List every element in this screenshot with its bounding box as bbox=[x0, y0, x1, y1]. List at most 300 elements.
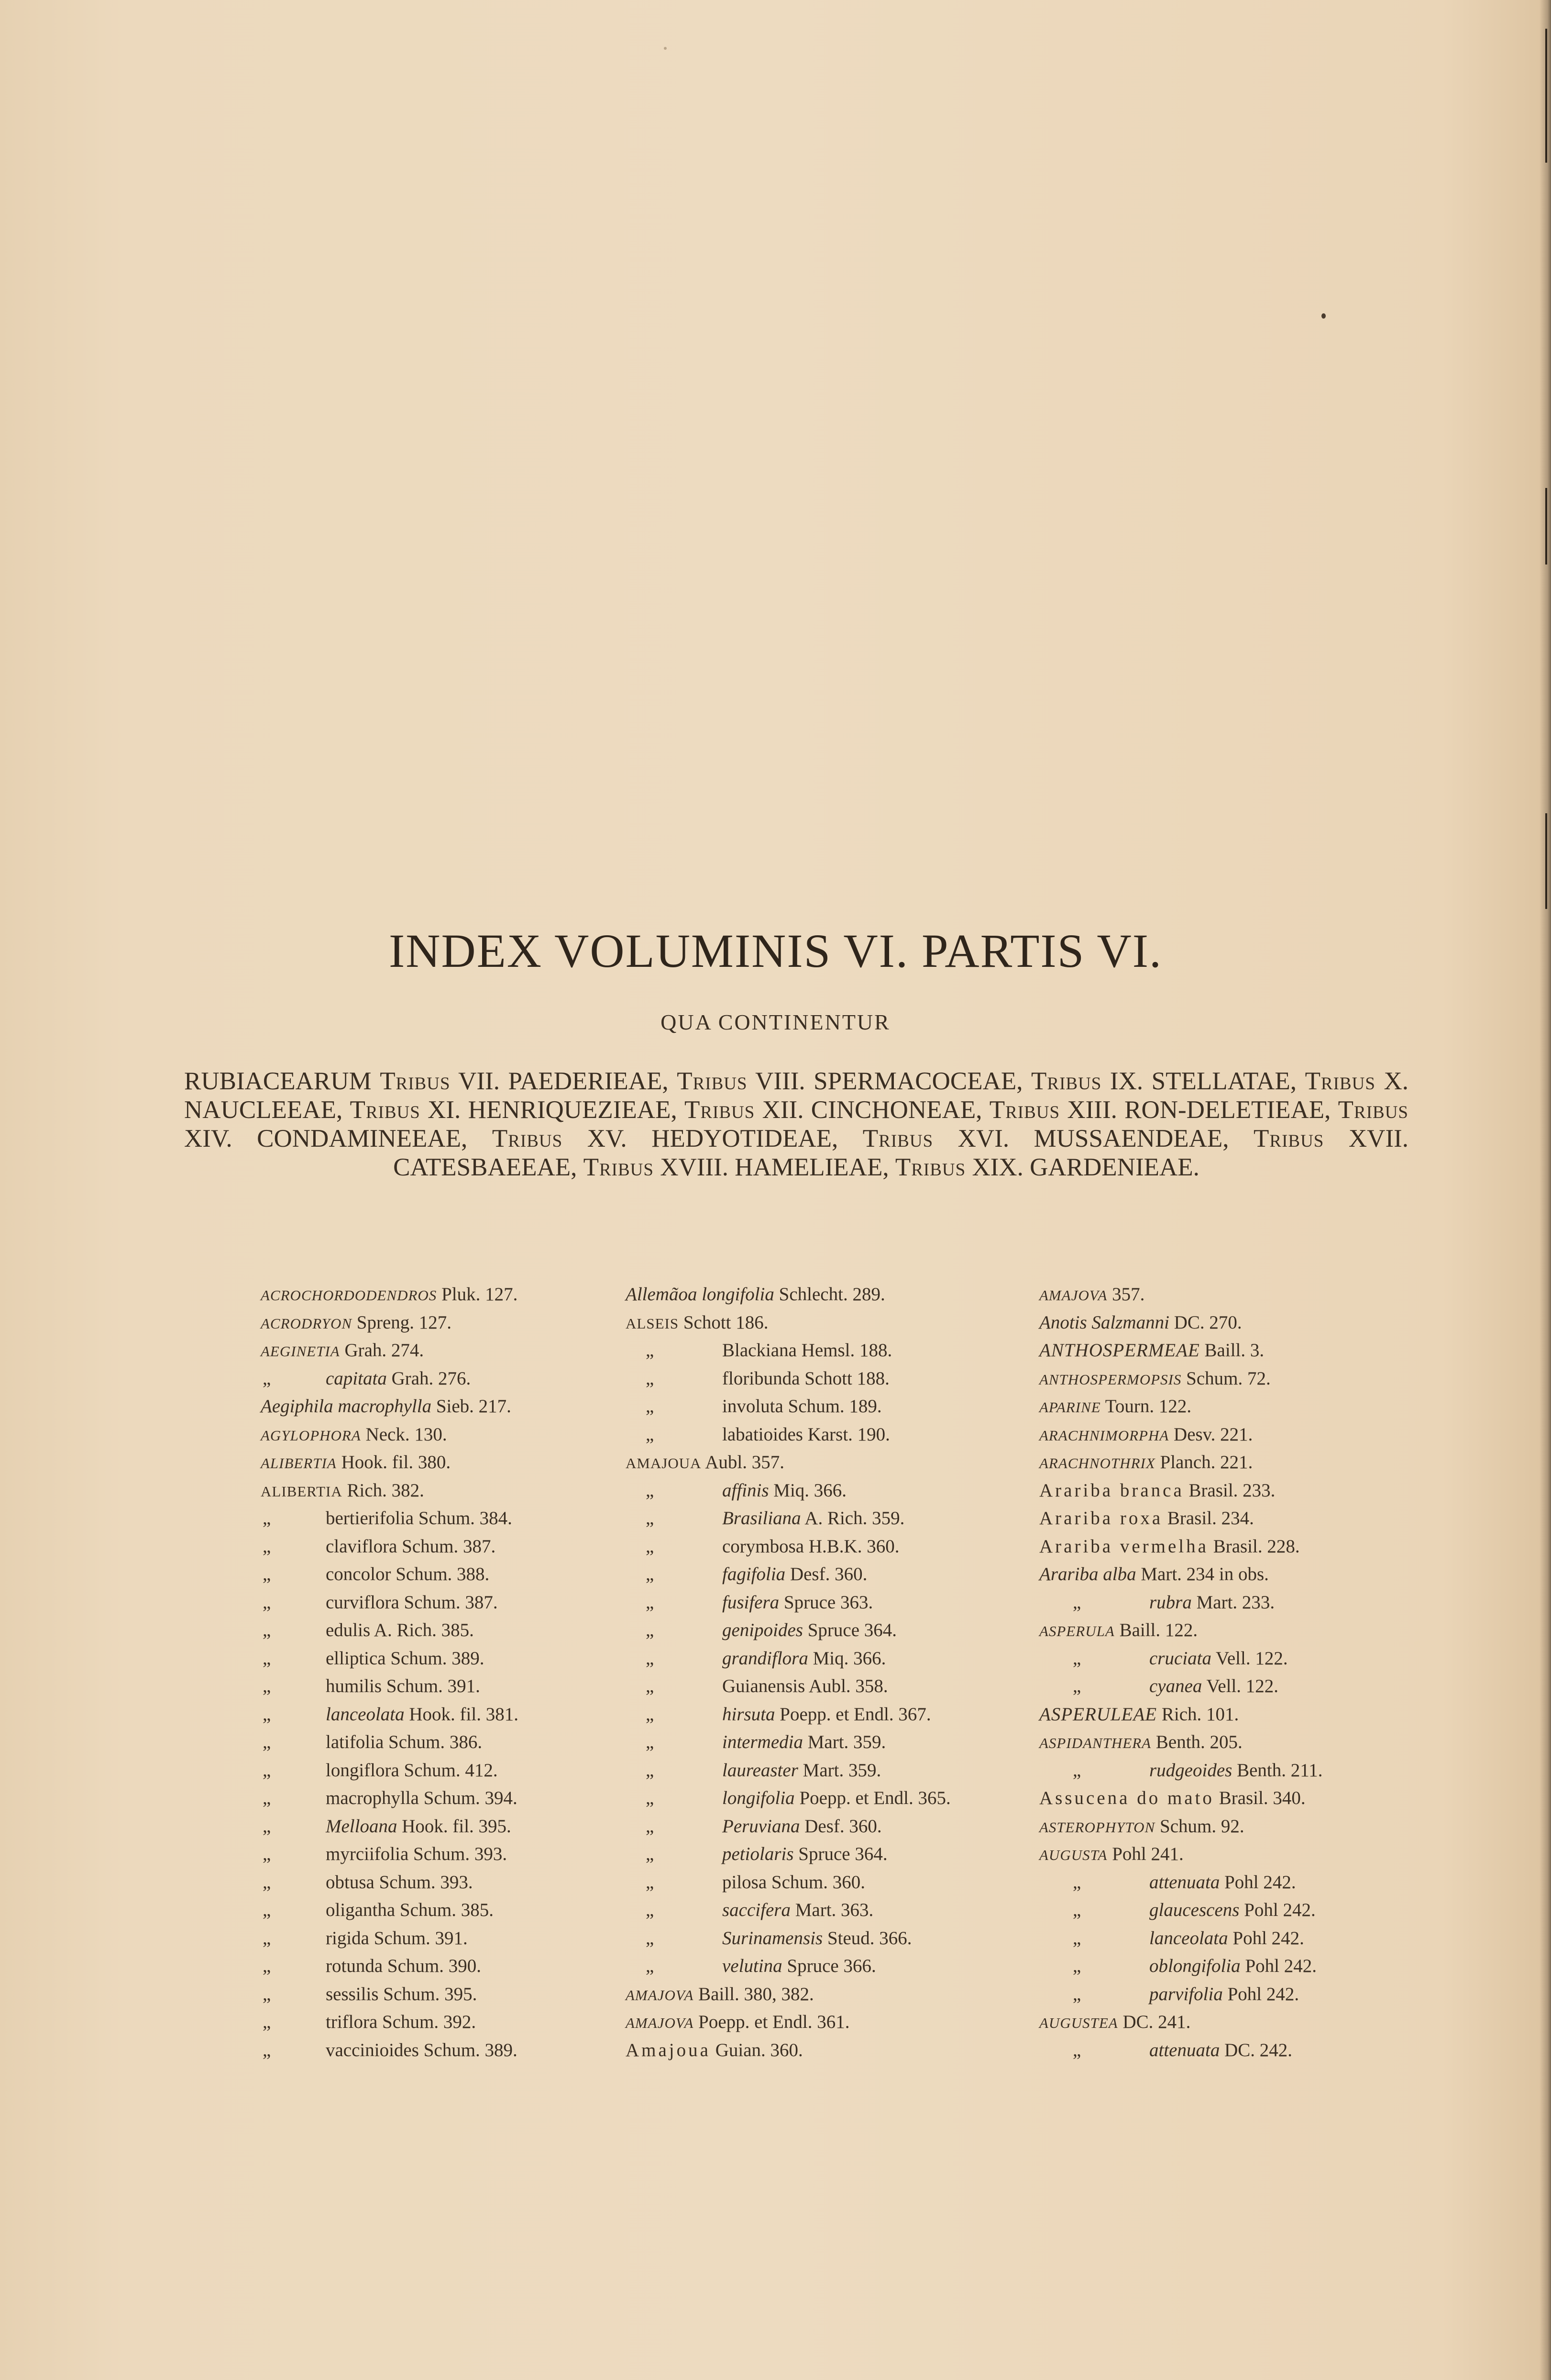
entry-authority: DC. 241. bbox=[1122, 2012, 1191, 2032]
index-entry bbox=[1039, 1813, 1470, 1841]
entry-name: ASPERULA bbox=[1039, 1623, 1115, 1639]
index-entry bbox=[626, 1533, 1056, 1561]
entry-name: hirsuta bbox=[722, 1704, 775, 1725]
entry-name: rubra bbox=[1149, 1592, 1192, 1613]
entry-name: involuta bbox=[722, 1396, 783, 1417]
index-entry bbox=[626, 1952, 1056, 1981]
ditto-mark: „ bbox=[263, 1927, 271, 1948]
entry-authority: Baill. 380, 382. bbox=[698, 1983, 814, 2004]
index-entry bbox=[1039, 1840, 1470, 1869]
entry-authority: Sieb. 217. bbox=[436, 1396, 511, 1417]
index-entry bbox=[626, 1309, 1056, 1337]
index-entry bbox=[1039, 1672, 1470, 1701]
entry-authority: Rich. 101. bbox=[1161, 1704, 1239, 1725]
entry-authority: Mart. 234 in obs. bbox=[1141, 1564, 1269, 1584]
ditto-mark: „ bbox=[263, 1815, 271, 1837]
entry-authority: Schum. 189. bbox=[788, 1396, 882, 1417]
index-entry bbox=[1039, 1421, 1470, 1449]
entry-name: ACRODRYON bbox=[261, 1315, 352, 1332]
index-entry bbox=[1039, 1309, 1470, 1337]
entry-authority: Schum. 394. bbox=[423, 1788, 517, 1808]
entry-name: Arariba alba bbox=[1039, 1564, 1136, 1584]
entry-authority: Schum. 393. bbox=[413, 1844, 507, 1864]
index-entry bbox=[626, 1757, 1056, 1785]
entry-name: curviflora bbox=[326, 1592, 399, 1613]
tribus-label: Tribus bbox=[677, 1067, 748, 1095]
entry-authority: Pohl 241. bbox=[1112, 1844, 1184, 1864]
entry-authority: Poepp. et Endl. 365. bbox=[799, 1788, 951, 1808]
entry-name: ANTHOSPERMEAE bbox=[1039, 1340, 1200, 1361]
entry-authority: Schum. 389. bbox=[423, 2039, 517, 2060]
entry-authority: Benth. 211. bbox=[1237, 1760, 1323, 1781]
ditto-mark: „ bbox=[646, 1956, 654, 1976]
entry-authority: Schum. 388. bbox=[396, 1564, 490, 1584]
entry-authority: Schlecht. 289. bbox=[779, 1284, 885, 1305]
entry-name: oligantha bbox=[326, 1900, 396, 1920]
entry-authority: Grah. 274. bbox=[344, 1340, 424, 1361]
contents-text: XVIII. HAMELIEAE, bbox=[653, 1153, 895, 1181]
entry-name: Aegiphila macrophylla bbox=[261, 1396, 432, 1417]
entry-authority: Pohl 242. bbox=[1224, 1871, 1296, 1893]
ditto-mark: „ bbox=[263, 1900, 271, 1920]
page-subtitle: QUA CONTINENTUR bbox=[660, 1010, 891, 1034]
index-entry bbox=[1039, 1281, 1470, 1309]
index-entry bbox=[626, 1561, 1056, 1589]
ditto-mark: „ bbox=[646, 1815, 654, 1837]
index-entry bbox=[1039, 1896, 1470, 1925]
index-entry bbox=[1039, 1616, 1470, 1645]
tribus-label: Tribus bbox=[862, 1125, 934, 1152]
index-entry bbox=[626, 1281, 1056, 1309]
entry-authority: Mart. 233. bbox=[1196, 1592, 1275, 1613]
entry-name: ARACHNOTHRIX bbox=[1039, 1455, 1155, 1472]
entry-name: AMAJOVA bbox=[626, 2015, 694, 2031]
entry-authority: Mart. 363. bbox=[795, 1900, 874, 1920]
entry-name: latifolia bbox=[326, 1732, 384, 1752]
entry-authority: Brasil. 340. bbox=[1219, 1788, 1306, 1808]
ditto-mark: „ bbox=[646, 1704, 654, 1725]
ditto-mark: „ bbox=[263, 1648, 271, 1669]
entry-authority: Schott 188. bbox=[804, 1368, 890, 1389]
entry-name: triflora bbox=[326, 2012, 378, 2032]
ditto-mark: „ bbox=[646, 1760, 654, 1781]
ditto-mark: „ bbox=[263, 1704, 271, 1725]
ditto-mark: „ bbox=[263, 1956, 271, 1976]
entry-authority: Miq. 366. bbox=[813, 1648, 886, 1669]
ditto-mark: „ bbox=[646, 1592, 654, 1613]
ditto-mark: „ bbox=[1073, 1927, 1081, 1948]
entry-name: velutina bbox=[722, 1956, 782, 1976]
entry-name: AMAJOUA bbox=[626, 1455, 702, 1472]
entry-authority: Spruce 366. bbox=[787, 1956, 876, 1976]
ditto-mark: „ bbox=[1073, 2039, 1081, 2060]
entry-name: AGYLOPHORA bbox=[261, 1427, 361, 1444]
entry-authority: Schum. 387. bbox=[404, 1592, 498, 1613]
entry-authority: Grah. 276. bbox=[391, 1368, 471, 1389]
index-entry bbox=[626, 1813, 1056, 1841]
entry-authority: H.B.K. 360. bbox=[808, 1536, 900, 1557]
entry-authority: Hook. fil. 381. bbox=[409, 1704, 518, 1725]
tribus-label: Tribus bbox=[1305, 1067, 1375, 1095]
entry-name: ALSEIS bbox=[626, 1315, 679, 1332]
entry-authority: Desv. 221. bbox=[1174, 1424, 1253, 1445]
entry-name: Arariba branca bbox=[1039, 1480, 1184, 1501]
entry-authority: Schum. 386. bbox=[388, 1732, 483, 1752]
entry-name: ACROCHORDODENDROS bbox=[261, 1287, 437, 1304]
page-edge-mark bbox=[1545, 813, 1547, 909]
entry-authority: Spruce 364. bbox=[807, 1620, 897, 1640]
entry-name: laureaster bbox=[722, 1760, 798, 1781]
ditto-mark: „ bbox=[646, 1648, 654, 1669]
ditto-mark: „ bbox=[646, 1424, 654, 1445]
contents-text: XIV. CONDAMINEEAE, bbox=[184, 1125, 492, 1152]
index-entry bbox=[1039, 1533, 1470, 1561]
contents-text: XV. HEDYOTIDEAE, bbox=[562, 1125, 863, 1152]
entry-name: vaccinioides bbox=[326, 2039, 419, 2060]
entry-authority: Poepp. et Endl. 367. bbox=[780, 1704, 931, 1725]
index-entry bbox=[1039, 2008, 1470, 2037]
ditto-mark: „ bbox=[1073, 1900, 1081, 1920]
entry-name: myrciifolia bbox=[326, 1844, 409, 1864]
ditto-mark: „ bbox=[263, 1788, 271, 1808]
contents-text: VIII. SPERMACOCEAE, bbox=[747, 1067, 1032, 1095]
ditto-mark: „ bbox=[646, 1396, 654, 1417]
entry-name: ASPIDANTHERA bbox=[1039, 1735, 1152, 1751]
tribus-label: Tribus bbox=[350, 1096, 420, 1124]
ditto-mark: „ bbox=[263, 1536, 271, 1557]
entry-name: genipoides bbox=[722, 1620, 803, 1640]
entry-authority: Brasil. 228. bbox=[1213, 1536, 1300, 1557]
entry-authority: Mart. 359. bbox=[803, 1760, 881, 1781]
tribus-label: Tribus bbox=[583, 1153, 654, 1181]
ditto-mark: „ bbox=[263, 1592, 271, 1613]
ditto-mark: „ bbox=[263, 1732, 271, 1752]
ditto-mark: „ bbox=[646, 1340, 654, 1361]
entry-name: petiolaris bbox=[722, 1844, 794, 1864]
index-entry bbox=[626, 1477, 1056, 1505]
entry-name: capitata bbox=[326, 1368, 387, 1389]
index-entry bbox=[1039, 1701, 1470, 1729]
entry-name: sessilis bbox=[326, 1983, 379, 2004]
index-entry bbox=[626, 2008, 1056, 2037]
entry-authority: Pluk. 127. bbox=[441, 1284, 518, 1305]
entry-name: ASPERULEAE bbox=[1039, 1704, 1157, 1725]
entry-authority: Desf. 360. bbox=[804, 1815, 882, 1837]
tribus-label: Tribus bbox=[684, 1096, 755, 1124]
entry-authority: Tourn. 122. bbox=[1105, 1396, 1192, 1417]
entry-name: Amajoua bbox=[626, 2039, 711, 2060]
ink-spot bbox=[1321, 313, 1326, 319]
entry-name: Guianensis bbox=[722, 1676, 805, 1696]
ditto-mark: „ bbox=[263, 1676, 271, 1696]
entry-name: attenuata bbox=[1149, 1871, 1220, 1893]
entry-authority: Baill. 122. bbox=[1119, 1620, 1198, 1640]
ditto-mark: „ bbox=[646, 1480, 654, 1501]
index-entry bbox=[1039, 1365, 1470, 1393]
entry-name: ALIBERTIA bbox=[261, 1483, 342, 1500]
entry-name: lanceolata bbox=[1149, 1927, 1228, 1948]
entry-authority: Benth. 205. bbox=[1155, 1732, 1243, 1752]
entry-name: ANTHOSPERMOPSIS bbox=[1039, 1371, 1182, 1388]
entry-name: ARACHNIMORPHA bbox=[1039, 1427, 1169, 1444]
entry-name: AUGUSTA bbox=[1039, 1847, 1108, 1863]
entry-authority: Schum. 392. bbox=[382, 2012, 476, 2032]
contents-text: XVI. MUSSAENDEAE, bbox=[933, 1125, 1254, 1152]
entry-authority: Aubl. 357. bbox=[705, 1452, 784, 1472]
ditto-mark: „ bbox=[1073, 1676, 1081, 1696]
ditto-mark: „ bbox=[263, 2012, 271, 2032]
entry-name: Allemãoa longifolia bbox=[626, 1284, 774, 1305]
index-entry bbox=[1039, 1477, 1470, 1505]
index-entry bbox=[626, 1337, 1056, 1365]
entry-authority: Steud. 366. bbox=[827, 1927, 912, 1948]
entry-authority: Schum. 360. bbox=[771, 1871, 866, 1893]
index-entry bbox=[1039, 1757, 1470, 1785]
entry-name: Surinamensis bbox=[722, 1927, 823, 1948]
entry-authority: Planch. 221. bbox=[1160, 1452, 1253, 1472]
entry-name: AUGUSTEA bbox=[1039, 2015, 1118, 2031]
entry-name: saccifera bbox=[722, 1900, 791, 1920]
index-entry bbox=[1039, 1589, 1470, 1617]
index-entry bbox=[626, 1728, 1056, 1757]
index-entry bbox=[626, 1869, 1056, 1897]
entry-authority: Spruce 364. bbox=[798, 1844, 888, 1864]
ditto-mark: „ bbox=[263, 1564, 271, 1584]
entry-authority: Schum. 384. bbox=[418, 1508, 512, 1528]
entry-authority: Schott 186. bbox=[683, 1312, 769, 1333]
contents-text: X. NAUCLEEAE, bbox=[184, 1067, 1408, 1124]
entry-authority: Pohl 242. bbox=[1232, 1927, 1304, 1948]
contents-paragraph bbox=[184, 1067, 1408, 1182]
entry-name: Blackiana bbox=[722, 1340, 797, 1361]
entry-authority: Hook. fil. 380. bbox=[341, 1452, 451, 1472]
entry-name: Brasiliana bbox=[722, 1508, 801, 1528]
index-entry bbox=[626, 1589, 1056, 1617]
entry-name: Arariba roxa bbox=[1039, 1508, 1163, 1528]
entry-name: fagifolia bbox=[722, 1564, 786, 1584]
index-entry bbox=[1039, 1925, 1470, 1953]
contents-text: XIII. RON-DELETIEAE, bbox=[1060, 1096, 1338, 1124]
entry-authority: Karst. 190. bbox=[807, 1424, 890, 1445]
entry-name: rotunda bbox=[326, 1956, 383, 1976]
entry-authority: Schum. 391. bbox=[386, 1676, 480, 1696]
ditto-mark: „ bbox=[1073, 1956, 1081, 1976]
entry-name: rudgeoides bbox=[1149, 1760, 1232, 1781]
ditto-mark: „ bbox=[646, 1564, 654, 1584]
entry-name: Peruviana bbox=[722, 1815, 800, 1837]
index-entry bbox=[626, 1896, 1056, 1925]
ditto-mark: „ bbox=[263, 1983, 271, 2004]
entry-name: bertierifolia bbox=[326, 1508, 414, 1528]
entry-authority: Brasil. 234. bbox=[1167, 1508, 1254, 1528]
index-entry bbox=[626, 1701, 1056, 1729]
contents-text: RUBIACEARUM bbox=[184, 1067, 380, 1095]
index-entry bbox=[626, 1421, 1056, 1449]
ditto-mark: „ bbox=[263, 1760, 271, 1781]
ditto-mark: „ bbox=[646, 1732, 654, 1752]
contents-text: XII. CINCHONEAE, bbox=[755, 1096, 990, 1124]
tribus-label: Tribus bbox=[989, 1096, 1060, 1124]
entry-authority: Miq. 366. bbox=[773, 1480, 847, 1501]
tribus-label: Tribus bbox=[380, 1067, 451, 1095]
entry-authority: Spruce 363. bbox=[783, 1592, 873, 1613]
entry-name: cyanea bbox=[1149, 1676, 1202, 1696]
entry-authority: Hook. fil. 395. bbox=[402, 1815, 511, 1837]
entry-authority: Pohl 242. bbox=[1227, 1983, 1299, 2004]
contents-text: XVII. CATESBAEEAE, bbox=[393, 1125, 1409, 1181]
ditto-mark: „ bbox=[1073, 1760, 1081, 1781]
ditto-mark: „ bbox=[1073, 1592, 1081, 1613]
ditto-mark: „ bbox=[646, 1508, 654, 1528]
entry-name: fusifera bbox=[722, 1592, 780, 1613]
page-edge-mark bbox=[1545, 488, 1547, 565]
entry-name: cruciata bbox=[1149, 1648, 1211, 1669]
ditto-mark: „ bbox=[646, 1620, 654, 1640]
ditto-mark: „ bbox=[646, 1871, 654, 1893]
ink-spot bbox=[664, 47, 667, 50]
index-entry bbox=[626, 1505, 1056, 1533]
tribus-label: Tribus bbox=[1338, 1096, 1408, 1124]
index-entry bbox=[626, 1672, 1056, 1701]
entry-authority: DC. 242. bbox=[1224, 2039, 1293, 2060]
index-entry bbox=[1039, 1952, 1470, 1981]
tribus-label: Tribus bbox=[492, 1125, 563, 1152]
ditto-mark: „ bbox=[646, 1844, 654, 1864]
entry-authority: A. Rich. 359. bbox=[804, 1508, 905, 1528]
index-entry bbox=[1039, 1784, 1470, 1813]
entry-authority: Schum. 395. bbox=[383, 1983, 477, 2004]
index-entry bbox=[626, 1645, 1056, 1673]
entry-name: elliptica bbox=[326, 1648, 386, 1669]
ditto-mark: „ bbox=[1073, 1648, 1081, 1669]
ditto-mark: „ bbox=[646, 1536, 654, 1557]
ditto-mark: „ bbox=[263, 1508, 271, 1528]
entry-name: APARINE bbox=[1039, 1399, 1101, 1416]
page-edge-mark bbox=[1545, 29, 1547, 163]
entry-authority: Aubl. 358. bbox=[808, 1676, 888, 1696]
entry-name: AEGINETIA bbox=[261, 1343, 340, 1360]
ditto-mark: „ bbox=[1073, 1871, 1081, 1893]
entry-authority: Baill. 3. bbox=[1204, 1340, 1265, 1361]
entry-authority: Schum. 391. bbox=[374, 1927, 468, 1948]
index-entry bbox=[626, 1393, 1056, 1421]
entry-name: affinis bbox=[722, 1480, 769, 1501]
index-entry bbox=[1039, 1393, 1470, 1421]
tribus-label: Tribus bbox=[1254, 1125, 1324, 1152]
entry-authority: Pohl 242. bbox=[1244, 1900, 1316, 1920]
index-entry bbox=[626, 1365, 1056, 1393]
ditto-mark: „ bbox=[263, 1368, 271, 1389]
index-entry bbox=[1039, 1869, 1470, 1897]
entry-name: claviflora bbox=[326, 1536, 397, 1557]
index-entry bbox=[626, 1616, 1056, 1645]
index-entry bbox=[626, 1840, 1056, 1869]
entry-name: Assucena do mato bbox=[1039, 1788, 1214, 1808]
entry-name: AMAJOVA bbox=[626, 1986, 694, 2004]
entry-name: longifolia bbox=[722, 1788, 795, 1808]
index-column-2 bbox=[626, 1281, 1056, 2064]
ditto-mark: „ bbox=[263, 2039, 271, 2060]
entry-name: Melloana bbox=[326, 1815, 397, 1837]
entry-name: attenuata bbox=[1149, 2039, 1220, 2060]
index-entry bbox=[1039, 1728, 1470, 1757]
index-entry bbox=[626, 2037, 1056, 2065]
entry-authority: Hemsl. 188. bbox=[801, 1340, 892, 1361]
contents-text: VII. PAEDERIEAE, bbox=[450, 1067, 677, 1095]
entry-authority: Schum. 385. bbox=[399, 1900, 494, 1920]
index-entry bbox=[1039, 1981, 1470, 2009]
index-entry bbox=[626, 1925, 1056, 1953]
entry-authority: Schum. 393. bbox=[379, 1871, 473, 1893]
entry-authority: Schum. 387. bbox=[402, 1536, 496, 1557]
entry-name: longiflora bbox=[326, 1760, 399, 1781]
index-entry bbox=[626, 1784, 1056, 1813]
page-title: INDEX VOLUMINIS VI. PARTIS VI. bbox=[388, 924, 1163, 977]
index-entry bbox=[1039, 1449, 1470, 1477]
index-column-3 bbox=[1039, 1281, 1470, 2064]
entry-name: glaucescens bbox=[1149, 1900, 1240, 1920]
entry-name: lanceolata bbox=[326, 1704, 405, 1725]
entry-name: obtusa bbox=[326, 1871, 374, 1893]
entry-authority: Neck. 130. bbox=[365, 1424, 447, 1445]
entry-authority: Poepp. et Endl. 361. bbox=[698, 2012, 850, 2032]
index-entry bbox=[626, 1449, 1056, 1477]
entry-name: ALIBERTIA bbox=[261, 1455, 337, 1472]
entry-name: Arariba vermelha bbox=[1039, 1536, 1209, 1557]
entry-authority: Schum. 412. bbox=[404, 1760, 498, 1781]
index-entry bbox=[1039, 2037, 1470, 2065]
entry-authority: Brasil. 233. bbox=[1188, 1480, 1276, 1501]
contents-text: XI. HENRIQUEZIEAE, bbox=[420, 1096, 684, 1124]
entry-authority: Schum. 72. bbox=[1186, 1368, 1271, 1389]
entry-name: floribunda bbox=[722, 1368, 800, 1389]
entry-authority: Mart. 359. bbox=[807, 1732, 886, 1752]
entry-name: oblongifolia bbox=[1149, 1956, 1241, 1976]
entry-authority: Schum. 389. bbox=[390, 1648, 484, 1669]
entry-name: pilosa bbox=[722, 1871, 767, 1893]
entry-authority: Pohl 242. bbox=[1245, 1956, 1317, 1976]
tribus-label: Tribus bbox=[1031, 1067, 1102, 1095]
tribus-label: Tribus bbox=[895, 1153, 966, 1181]
entry-name: edulis bbox=[326, 1620, 371, 1640]
contents-text: IX. STELLATAE, bbox=[1101, 1067, 1305, 1095]
entry-name: ASTEROPHYTON bbox=[1039, 1818, 1155, 1836]
index-entry bbox=[1039, 1645, 1470, 1673]
entry-name: Anotis Salzmanni bbox=[1039, 1312, 1169, 1333]
index-entry bbox=[626, 1981, 1056, 2009]
entry-authority: Desf. 360. bbox=[790, 1564, 868, 1584]
entry-name: concolor bbox=[326, 1564, 391, 1584]
ditto-mark: „ bbox=[1073, 1983, 1081, 2004]
entry-name: AMAJOVA bbox=[1039, 1287, 1108, 1304]
entry-authority: Guian. 360. bbox=[715, 2039, 803, 2060]
entry-authority: 357. bbox=[1112, 1284, 1145, 1305]
entry-name: corymbosa bbox=[722, 1536, 804, 1557]
entry-authority: Rich. 382. bbox=[347, 1480, 424, 1501]
index-entry bbox=[1039, 1505, 1470, 1533]
entry-name: macrophylla bbox=[326, 1788, 419, 1808]
entry-authority: A. Rich. 385. bbox=[374, 1620, 474, 1640]
entry-authority: Schum. 92. bbox=[1160, 1815, 1244, 1837]
entry-name: labatioides bbox=[722, 1424, 803, 1445]
entry-authority: Spreng. 127. bbox=[356, 1312, 452, 1333]
ditto-mark: „ bbox=[646, 1927, 654, 1948]
entry-name: parvifolia bbox=[1149, 1983, 1223, 2004]
entry-authority: Vell. 122. bbox=[1206, 1676, 1279, 1696]
ditto-mark: „ bbox=[263, 1620, 271, 1640]
ditto-mark: „ bbox=[646, 1676, 654, 1696]
entry-name: rigida bbox=[326, 1927, 369, 1948]
